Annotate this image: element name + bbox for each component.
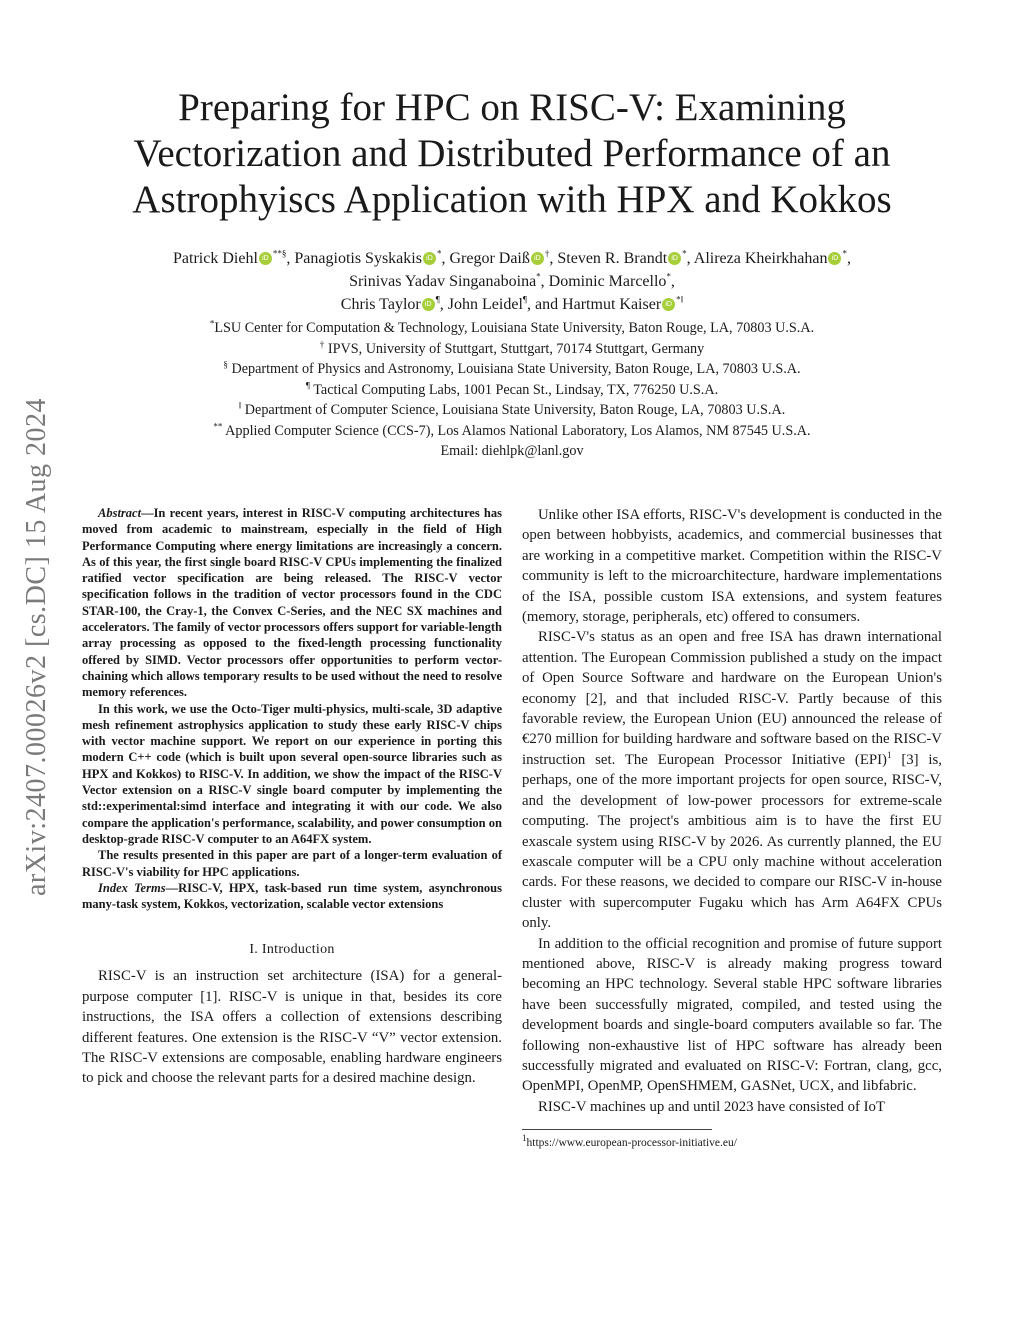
footnote-divider (522, 1129, 712, 1130)
footnote-1 (522, 1133, 942, 1151)
affiliation-stuttgart (90, 339, 934, 360)
author-mark: * (536, 271, 541, 282)
author-name: Chris Taylor (340, 296, 421, 313)
orcid-icon[interactable]: iD (422, 298, 435, 311)
body-text: RISC-V's status as an open and free ISA has drawn international attention. The European Commission published a study on the impact of Open Source Software and hardware on the European Union's economy [2], and that included RISC-V. Partly because of this favorable review, the European Union (EU) announced the release of €270 million for building hardware and software based on the RISC-V instruction set. The European Processor Initiative (EPI) (522, 629, 942, 768)
left-column (82, 505, 502, 1089)
author-name: , Gregor Daiß (441, 250, 530, 267)
author-line-2 (90, 270, 934, 293)
orcid-icon[interactable]: iD (668, 252, 681, 265)
author-name: , Panagiotis Syskakis (286, 250, 422, 267)
arxiv-id-text: arXiv:2407.00026v2 [cs.DC] 15 Aug 2024 (21, 397, 52, 897)
abstract-label: Abstract (98, 506, 142, 520)
author-name: , Steven R. Brandt (549, 250, 668, 267)
affiliation-text: Tactical Computing Labs, 1001 Pecan St., Lindsay, TX, 776250 U.S.A. (309, 381, 719, 398)
abstract-paragraph-3: The results presented in this paper are part of a longer-term evaluation of RISC-V's viability for HPC applications. (82, 848, 502, 879)
intro-paragraph-1: RISC-V is an instruction set architecture (ISA) for a general-purpose computer [1]. RISC-V is unique in that, besides its core instructions, the ISA offers a collection of extensions describing different features. One extension is the RISC-V “V” vector extension. The RISC-V extensions are composable, enabling hardware engineers to pick and choose the relevant parts for a desired machine design. (82, 968, 502, 1087)
author-name: , and Hartmut Kaiser (526, 296, 662, 313)
affiliation-mark: * (209, 318, 215, 329)
affiliation-lsu-cs (90, 400, 934, 421)
index-terms (82, 880, 502, 913)
abstract-paragraph-1 (82, 505, 502, 701)
title-line-3: Astrophyiscs Application with HPX and Kokkos (132, 178, 892, 221)
affiliation-tcl (90, 380, 934, 401)
author-name: , John Leidel (439, 296, 523, 313)
author-mark: ¶ (522, 294, 527, 305)
index-terms-label: Index Terms (98, 880, 166, 895)
affiliation-text: Department of Computer Science, Louisiana State University, Baton Rouge, LA, 70803 U.S.A. (241, 402, 786, 418)
author-mark: *‖ (676, 294, 684, 305)
right-column (522, 505, 942, 1151)
affiliation-lsu-cct (90, 318, 934, 339)
arxiv-identifier (12, 348, 62, 946)
affiliation-mark: ‖ (238, 400, 242, 411)
footnote-mark: 1 (522, 1133, 527, 1144)
author-mark: * (666, 271, 671, 282)
author-name: Srinivas Yadav Singanaboina (349, 273, 537, 290)
author-mark: * (682, 248, 687, 259)
author-name: , Alireza Kheirkhahan (686, 250, 828, 267)
affiliation-mark: § (223, 359, 228, 370)
affiliation-text: LSU Center for Computation & Technology, Louisiana State University, Baton Rouge, LA, 70803 U.S.A. (214, 320, 815, 336)
body-paragraph-3: In addition to the official recognition and promise of future support mentioned above, RISC-V is already making progress toward becoming an HPC technology. Several stable HPC software libraries have been successfully migrated, compiled, and tested using the development boards and single-board computers available so far. The following non-exhaustive list of HPC software has already been successfully migrated and evaluated on RISC-V: Fortran, clang, gcc, OpenMPI, OpenMP, OpenSHMEM, GASNet, UCX, and libfabric. (522, 935, 942, 1095)
author-separator: , (670, 273, 675, 290)
author-mark: ¶ (435, 294, 440, 305)
title-line-1: Preparing for HPC on RISC-V: Examining (178, 86, 846, 129)
affiliation-mark: ¶ (305, 379, 310, 390)
footnote-ref[interactable]: 1 (886, 749, 892, 760)
affiliation-mark: ** (213, 420, 223, 431)
author-mark: **§ (272, 248, 287, 259)
author-mark: * (842, 248, 847, 259)
author-list (90, 247, 934, 316)
body-paragraph-2 (522, 627, 942, 933)
body-paragraph-4: RISC-V machines up and until 2023 have consisted of IoT (538, 1098, 885, 1115)
affiliation-lsu-physics (90, 359, 934, 380)
affiliation-text: Department of Physics and Astronomy, Louisiana State University, Baton Rouge, LA, 70803 U.S.A. (227, 361, 801, 377)
body-paragraph-1: Unlike other ISA efforts, RISC-V's development is conducted in the open between hobbyists, academics, and commercial businesses that are working in a competitive market. Competition within the RISC-V community is left to the microarchitecture, hardware implementations of the ISA, possible custom ISA extensions, and system features (memory, storage, peripherals, etc) offered to consumers. (522, 507, 942, 626)
orcid-icon[interactable]: iD (423, 252, 436, 265)
orcid-icon[interactable]: iD (531, 252, 544, 265)
author-name: , Dominic Marcello (540, 273, 667, 290)
abstract-text: —In recent years, interest in RISC-V computing architectures has moved from academic to mainstream, especially in the field of High Performance Computing where energy limitations are increasingly a concern. As of this year, the first single board RISC-V CPUs implementing the finalized ratified vector specification are being released. The RISC-V vector specification follows in the tradition of vector processors found in the CDC STAR-100, the Cray-1, the Convex C-Series, and the NEC SX machines and accelerators. The family of vector processors offers support for variable-length array processing as opposed to the fixed-length processing functionality offered by SIMD. Vector processors offer opportunities to perform vector-chaining which allows temporary results to be used without the need to resolve memory references. (82, 506, 502, 700)
footnote-link[interactable]: https://www.european-processor-initiative.eu/ (526, 1137, 737, 1150)
contact-email[interactable]: Email: diehlpk@lanl.gov (440, 443, 584, 459)
affiliation-mark: † (319, 338, 325, 349)
orcid-icon[interactable]: iD (828, 252, 841, 265)
body-text: [3] is, perhaps, one of the more important projects for open source, RISC-V, and the development of low-power processors for extreme-scale computing. The project's ambitious aim is to have the first EU exascale system using RISC-V by 2026. As currently planned, the EU exascale computer will be a CPU only machine without acceleration cards. For these reasons, we decided to compare our RISC-V in-house cluster with supercomputer Fugaku which has Arm A64FX CPUs only. (522, 751, 942, 932)
affiliation-text: Applied Computer Science (CCS-7), Los Alamos National Laboratory, Los Alamos, NM 87545 U.S.A. (222, 422, 811, 439)
author-name: Patrick Diehl (173, 250, 258, 267)
affiliation-lanl (90, 421, 934, 442)
abstract-paragraph-2: In this work, we use the Octo-Tiger multi-physics, multi-scale, 3D adaptive mesh refinement astrophysics application to study these early RISC-V chips with vector machine support. We report on our experience in porting this modern C++ code (which is built upon several open-source libraries such as HPX and Kokkos) to RISC-V. In addition, we show the impact of the RISC-V Vector extension on a RISC-V single board computer by implementing the std::experimental:simd interface and integrating it with our code. We also compare the application's performance, scalability, and power consumption on desktop-grade RISC-V computer to an A64FX system. (82, 701, 502, 846)
affiliation-text: IPVS, University of Stuttgart, Stuttgart, 70174 Stuttgart, Germany (324, 340, 705, 357)
section-heading-introduction: I. Introduction (249, 942, 335, 958)
author-line-3 (90, 293, 934, 316)
index-terms-text: —RISC-V, HPX, task-based run time system, asynchronous many-task system, Kokkos, vectorization, scalable vector extensions (82, 880, 502, 912)
paper-title (90, 85, 934, 223)
orcid-icon[interactable]: iD (662, 298, 675, 311)
author-line-1 (90, 247, 934, 270)
orcid-icon[interactable]: iD (259, 252, 272, 265)
author-mark: † (544, 248, 550, 259)
affiliation-list (90, 318, 934, 462)
author-separator: , (846, 250, 851, 267)
author-mark: * (436, 248, 442, 259)
title-line-2: Vectorization and Distributed Performance of an (133, 132, 891, 175)
